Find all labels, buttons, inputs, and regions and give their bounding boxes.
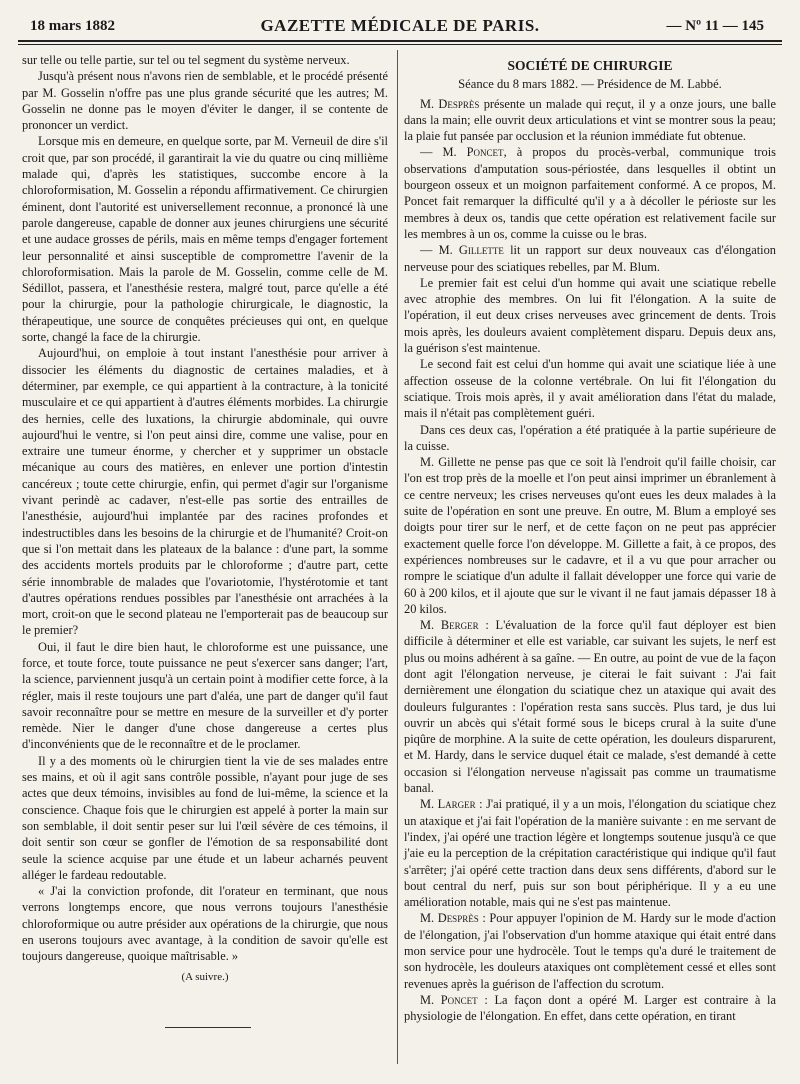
left-paragraph: sur telle ou telle partie, sur tel ou tel segment du système nerveux.: [22, 53, 350, 67]
issue-date: 18 mars 1882: [30, 18, 115, 34]
speaker-name: M. Poncet: [420, 992, 478, 1007]
minutes-paragraph: [404, 422, 776, 455]
paragraph-text: lit un rapport sur deux nouveaux cas d'élongation nerveuse pour des sciatiques rebelles, par M. Blum.: [404, 243, 776, 274]
paragraph-text: , à propos du procès-verbal, communique trois observations d'amputation sous-périostée, dans lesquelles il obtint un bourgeon osseux et un moignon parfaitement conformé. A ce propos, M. Poncet fait remarquer la difficulté qu'il y a à décoller le périoste sur les membres à deux os, tandis que cette opération est relativement facile sur les membres à un os, comme la cuisse ou le bras.: [404, 145, 777, 241]
speaker-name: M. Larger: [420, 797, 476, 812]
minutes-paragraph: [404, 910, 776, 991]
header-rule-thick: [18, 40, 782, 42]
speaker-name: — M. Gillette: [420, 243, 504, 258]
header-rule-thin: [18, 44, 782, 45]
speaker-name: M. Berger: [420, 618, 479, 633]
page-header: [18, 14, 782, 40]
section-title: SOCIÉTÉ DE CHIRURGIE: [507, 58, 673, 73]
minutes-paragraph: [404, 356, 776, 421]
article-end-rule: [165, 1027, 251, 1028]
paragraph-text: présente un malade qui reçut, il y a onze jours, une balle dans la main; elle ouvrit deux articulations et vint se montrer sous la peau; la plaie fut pansée par occlusion et la réunion immédiate fut obtenue.: [404, 96, 776, 144]
minutes-paragraph: [404, 96, 776, 145]
paragraph-text: : L'évaluation de la force qu'il faut déployer est bien difficile à déterminer et elle est variable, car suivant les sujets, le nerf est plus ou moins adhérent à sa gaîne. — En outre, au point de vue de la façon dont agit l'élongation nerveuse, je citerai le fait suivant : J'ai fait dernièrement une élongation du sciatique chez un ataxique qui avait des douleurs fulgurantes : l'opération resta sans succès. Plus tard, je dus lui ouvrir un abcès qui s'était formé sous le biceps crural à la suite d'une piqûre de morphine. A la suite de cette opération, les douleurs disparurent, et M. Hardy, dans le service duquel était ce malade, s'est demandé à cette occasion si l'élongation nerveuse n'agissait pas comme un traumatisme banal.: [404, 618, 776, 796]
minutes-paragraph: [404, 144, 776, 242]
publication-title: GAZETTE MÉDICALE DE PARIS.: [260, 16, 540, 35]
speaker-name: M. Desprès: [420, 911, 479, 926]
minutes-paragraph: [404, 275, 776, 356]
speaker-name: — M. Poncet: [420, 145, 504, 160]
minutes-body: [404, 96, 776, 1025]
minutes-paragraph: [404, 454, 776, 617]
right-column: [404, 52, 776, 1025]
left-paragraph: Il y a des moments où le chirurgien tient la vie de ses malades entre ses mains, et où il agit sans contrôle possible, n'ayant pour juge de ses actes que deux témoins, invisibles au fond de lui-même, la science et la conscience. Chaque fois que le chirurgien est appelé à porter la main sur son semblable, il doit sentir peser sur lui l'œil sévère de ces témoins, il doit sentir son cœur se gonfler de l'émotion de sa responsabilité dont seule la science acquise par une étude et un labeur acharnés peuvent alléger le fardeau redoutable.: [22, 753, 388, 882]
paragraph-text: : La façon dont a opéré M. Larger est contraire à la physiologie de l'élongation. En effet, dans cette opération, en tirant: [404, 992, 776, 1024]
speaker-name: M. Desprès: [420, 96, 480, 111]
paragraph-text: Dans ces deux cas, l'opération a été pratiquée à la partie supérieure de la cuisse.: [404, 422, 776, 453]
minutes-paragraph: [404, 992, 776, 1025]
minutes-paragraph: [404, 242, 776, 275]
paragraph-text: : Pour appuyer l'opinion de M. Hardy sur le mode d'action de l'élongation, j'ai l'observation d'un homme ataxique qui était entré dans mon service pour une hydrocèle. Tout le temps qu'a duré le traitement de son hydrocèle, les douleurs ataxiques ont complètement cessé et elles sont revenues après la guérison de l'affection du scrotum.: [404, 911, 776, 991]
paragraph-text: Le second fait est celui d'un homme qui avait une sciatique liée à une affection osseuse de la colonne vertébrale. On lui fit l'élongation du sciatique. Trois mois après, il y avait amélioration dans l'état du malade, mais il n'était pas complètement guéri.: [404, 357, 776, 421]
left-paragraph: Aujourd'hui, on emploie à tout instant l'anesthésie pour arriver à dissocier les éléments du diagnostic de certaines maladies, et à déterminer, par exemple, ce qui appartient à la contracture, à la tonicité musculaire et ce qui appartient à d'autres éléments morbides. La chirurgie des hernies, celle des luxations, la chirurgie abdominale, qui ouvre aujourd'hui le ventre, si l'on peut ainsi dire, comme une valise, pour en extraire une tumeur énorme, y chercher et y supprimer un obstacle mécanique au cours des matières, en enlever une portion d'intestin cancéreux ; toute cette chirurgie, enfin, qui permet d'agir sur l'organisme vivant perindè ac cadaver, n'est-elle pas sortie des entrailles de l'anesthésie, aujourd'hui implantée par des racines profondes et indestructibles dans les besoins de la chirurgie et de l'humanité? Croit-on que si l'on mettait dans les plateaux de la balance : d'une part, la somme des accidents mortels produits par le chloroforme ; d'autre part, cette série innombrable de malades que l'ovariotomie, l'hystérotomie et tant d'autres opérations rendues possibles par l'anesthésie ont arrachées à la mort, croit-on que le second plateau ne l'emporterait pas de beaucoup sur le premier?: [22, 346, 388, 638]
paragraph-text: Le premier fait est celui d'un homme qui avait une sciatique rebelle avec atrophie des membres. On lui fit l'élongation. A la suite de l'opération, il eut deux crises nerveuses avec grincement de dents. Trois mois après, les douleurs avaient complètement disparu. Depuis deux ans, la guérison s'est maintenue.: [404, 275, 776, 356]
left-paragraph: Lorsque mis en demeure, en quelque sorte, par M. Verneuil de dire s'il croit que, par son procédé, il garantirait la vie du quatre ou cinq millième malade qui, d'après les statistiques, succombe encore à la chloroformisation, M. Gosselin a répondu affirmativement. Ce chirurgien éminent, dont l'autorité est universellement reconnue, a prononcé là une parole dangereuse, capable de donner aux jeunes chirurgiens une sécurité et une audace grosses de périls, mais en même temps d'engager fortement leur personnalité et ainsi susceptible de compromettre l'avenir de la chloroformisation. Mais la parole de M. Gosselin, comme celle de M. Sédillot, passera, et l'anesthésie restera, malgré tout, parce qu'elle a été pour la chirurgie, pour la pathologie chirurgicale, le diagnostic, la thérapeutique, une source de conquêtes précieuses qui ont, en quelque sorte, changé la face de la chirurgie.: [22, 134, 388, 345]
left-paragraph: « J'ai la conviction profonde, dit l'orateur en terminant, que nous verrons longtemps encore, que nous verrons toujours l'anesthésie chloroformique ou autre présider aux opérations de la chirurgie, que nous en userons toujours avec avantage, à la condition de savoir qu'elle est toujours dangereuse, quoique maîtrisable. »: [22, 884, 388, 964]
to-be-continued-note: (A suivre.): [181, 970, 229, 983]
minutes-paragraph: [404, 796, 776, 910]
left-column: [22, 52, 388, 985]
left-paragraph: Jusqu'à présent nous n'avons rien de semblable, et le procédé présenté par M. Gosselin n'offre pas une plus grande sécurité que les autres; M. Gosselin ne donne pas le moyen d'éviter le danger, il se contente de prononcer un verdict.: [22, 69, 388, 133]
session-line: Séance du 8 mars 1882. — Présidence de M. Labbé.: [458, 77, 722, 92]
column-separator: [397, 50, 398, 1064]
issue-page-number: — Nº 11 — 145: [666, 18, 764, 34]
paragraph-text: : J'ai pratiqué, il y a un mois, l'élongation du sciatique chez un ataxique et j'ai fait l'opération de la manière suivante : en me servant de l'index, j'ai opéré une traction légère et longtemps soutenue jusqu'à ce que j'aie eu la perception de la crépitation caractéristique qui indique qu'il faut s'arrêter; j'ai opéré cette traction dans deux sens différents, d'abord sur le bout central du nerf, puis sur son bout périphérique. Il y a eu une amélioration notable, mais qui ne s'est pas maintenue.: [404, 797, 776, 910]
minutes-paragraph: [404, 617, 776, 796]
left-paragraph: Oui, il faut le dire bien haut, le chloroforme est une puissance, une force, et toute force, toute puissance ne peut s'exercer sans danger; l'art, la science, parviennent jusqu'à un certain point à modifier cette force, à la régler, mais il reste toujours une part d'aléa, une part de danger qu'il faut savoir reconnaître pour se mettre en mesure de la surveiller et d'y porter remède. Nier le danger d'une chose dangereuse a certes plus d'inconvénients que de le reconnaître et de le proclamer.: [22, 639, 388, 752]
paragraph-text: M. Gillette ne pense pas que ce soit là l'endroit qu'il faille choisir, car l'on est trop près de la moelle et l'on peut ainsi imprimer un ébranlement à ce centre nerveux; les crises nerveuses qu'ont eues les deux malades à la suite de l'opération en sont une preuve. En outre, M. Blum a employé ses doigts pour tirer sur le nerf, et de cette façon on ne peut pas apprécier exactement quelle force l'on développe. M. Gillette a fait, à ce propos, des expériences nombreuses sur le cadavre, et il a vu que pour arracher ou rompre le sciatique d'un adulte il fallait développer une force qui varie de 60 à 200 kilos, et il ajoute que sur le vivant il ne faut jamais dépasser 18 à 20 kilos.: [404, 455, 776, 616]
